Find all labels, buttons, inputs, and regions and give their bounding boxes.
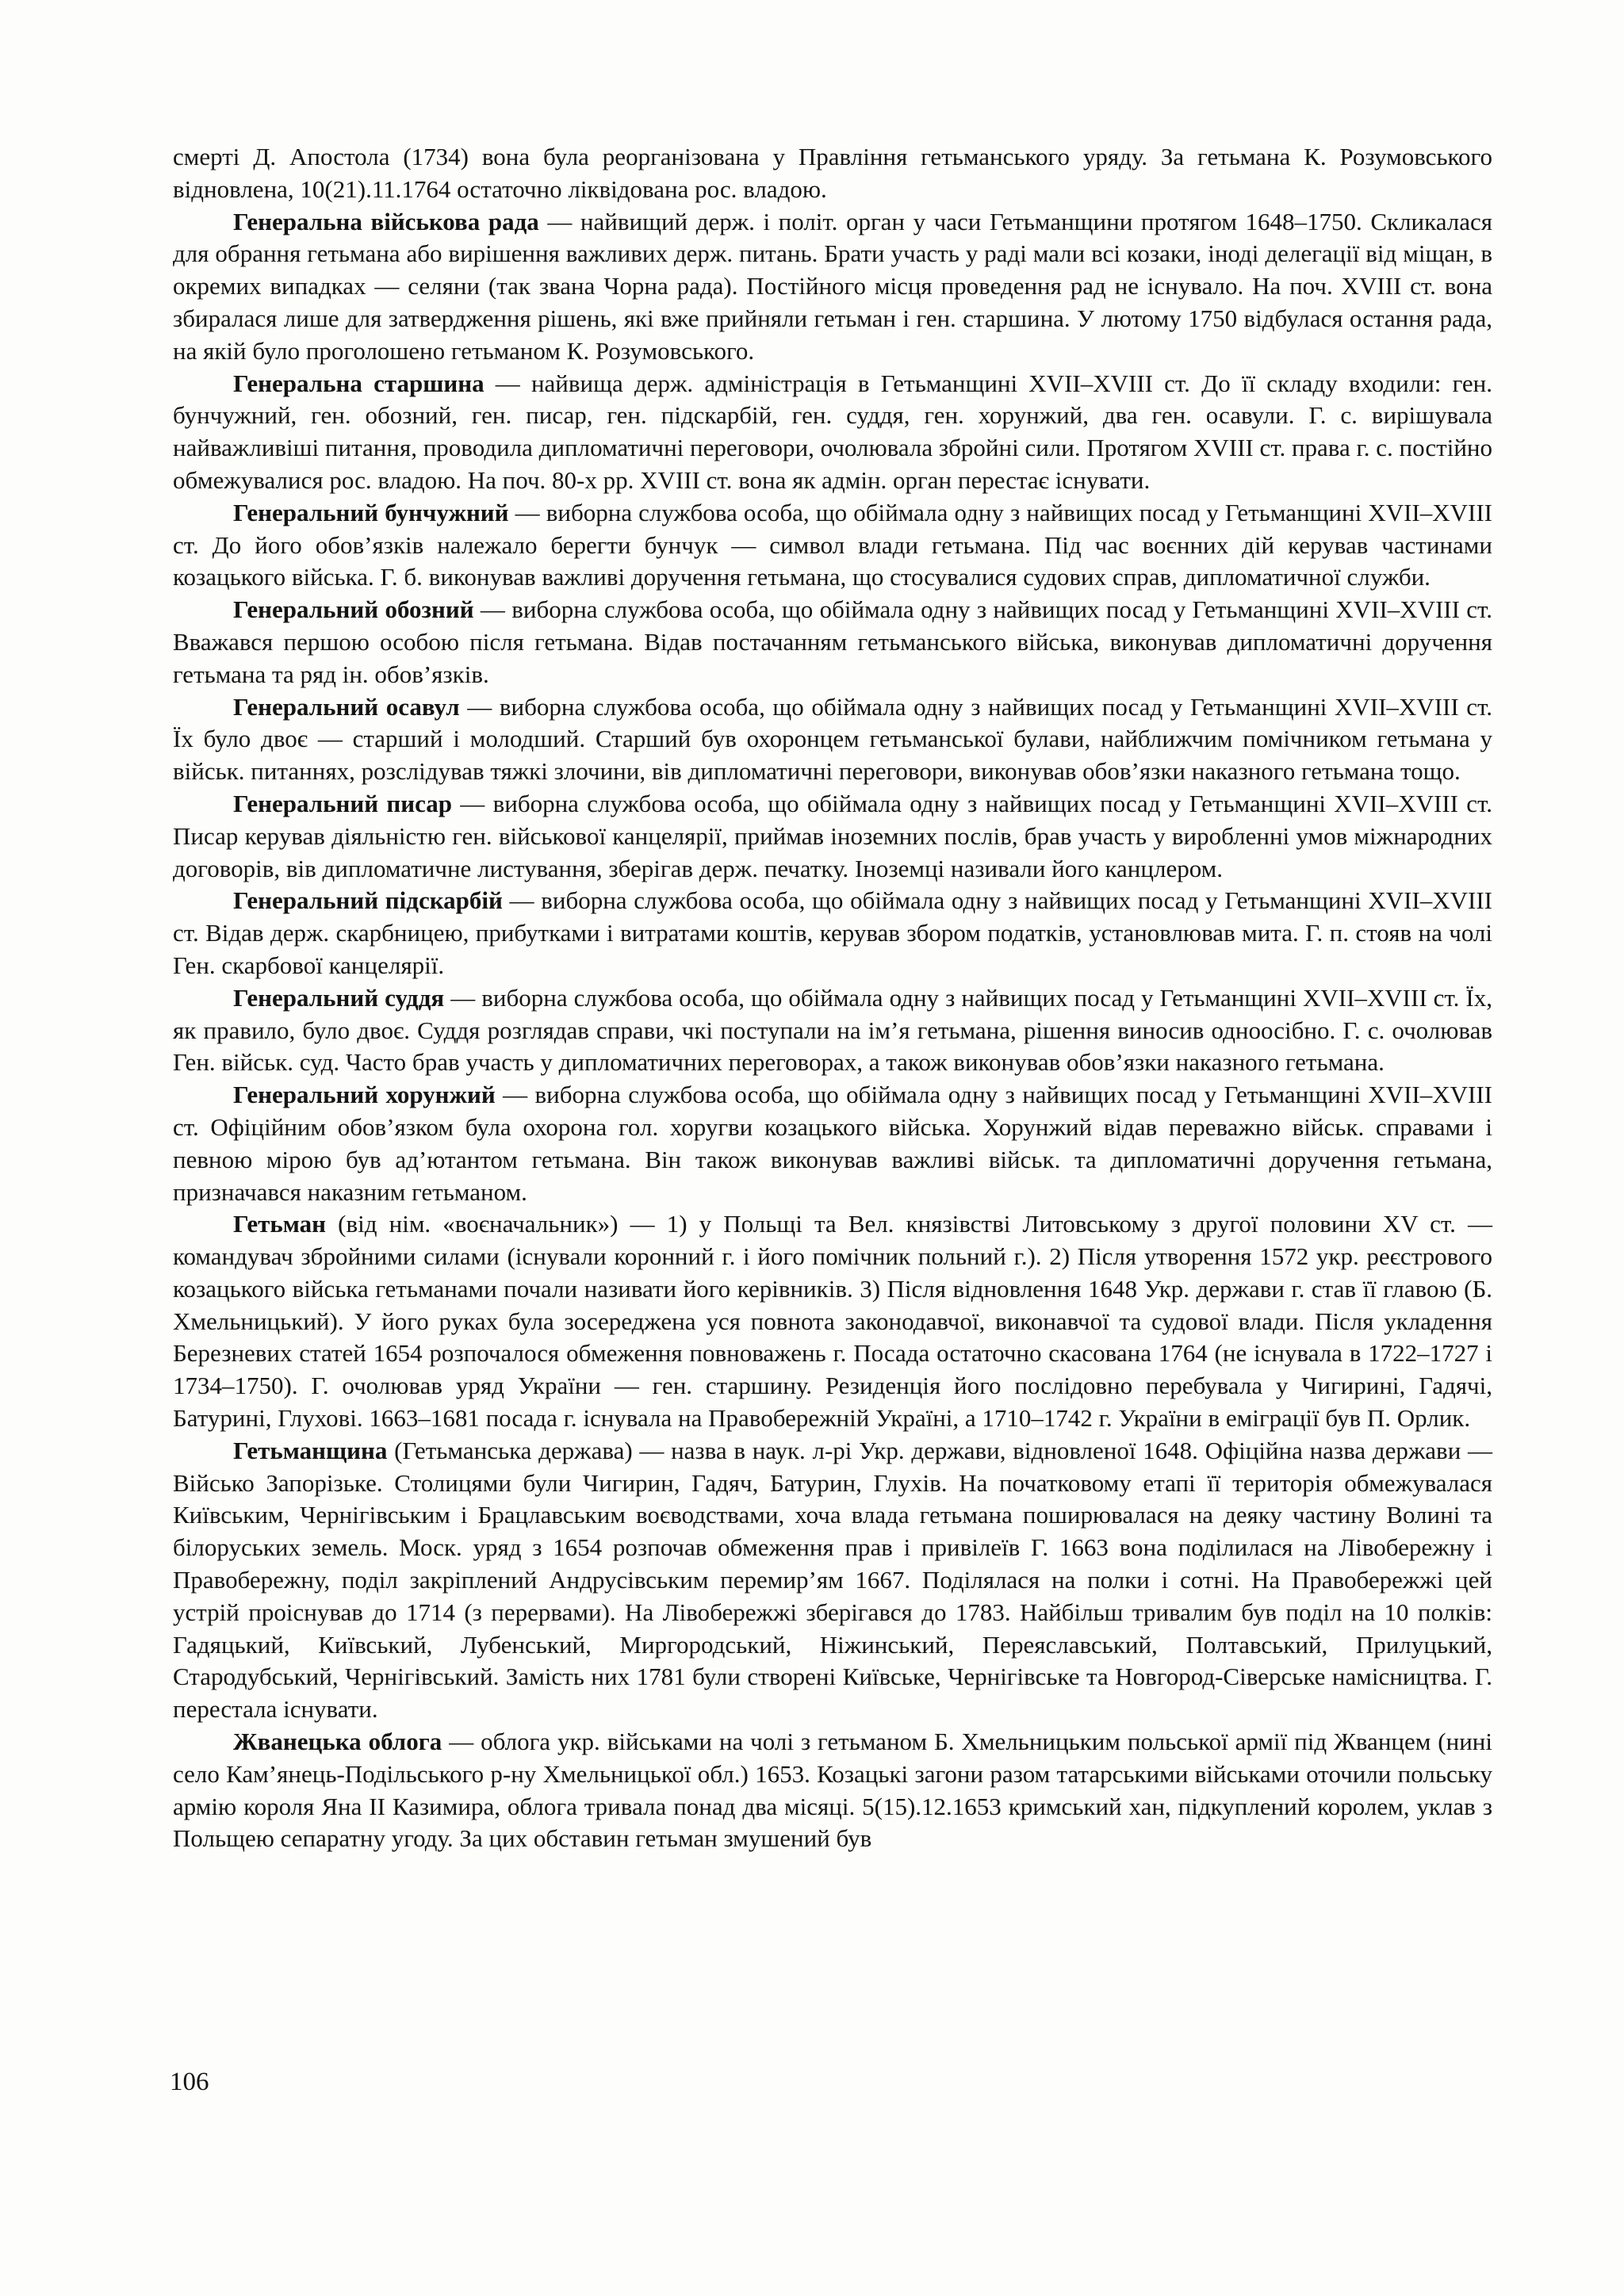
- entry-term: Генеральний підскарбій: [233, 886, 503, 915]
- entry-term: Генеральний хорунжий: [233, 1081, 496, 1109]
- entry-generalnyi-pidskarbii: [173, 885, 1492, 982]
- entry-text: — виборна службова особа, що обіймала одну з найвищих посад у Гетьманщині XVII–XVIII ст. Вважався першою особою після гетьмана. Відав постачанням гетьманського війська, виконував дипломатичні доручення гетьмана та ряд ін. обов’язків.: [173, 595, 1492, 688]
- entry-text: — виборна службова особа, що обіймала одну з найвищих посад у Гетьманщині XVII–XVIII ст. Писар керував діяльністю ген. військової канцелярії, приймав іноземних послів, брав участь у виробленні умов міжнародних договорів, вів дипломатичне листування, зберігав держ. печатку. Іноземці називали його канцлером.: [173, 789, 1492, 882]
- entry-text: (Гетьманська держава) — назва в наук. л-рі Укр. держави, відновленої 1648. Офіційна назва держави — Військо Запорізьке. Столицями були Чигирин, Гадяч, Батурин, Глухів. На початковому етапі її територія обмежувалася Київським, Чернігівським і Брацлавським воєводствами, хоча влада гетьмана поширювалася на деяку частину Волині та білоруських земель. Моск. уряд з 1654 розпочав обмеження прав і привілеїв Г. 1663 вона поділилася на Лівобережну і Правобережну, поділ закріплений Андрусівським перемир’ям 1667. Поділялася на полки і сотні. На Правобережжі цей устрій проіснував до 1714 (з перервами). На Лівобережжі зберігався до 1783. Найбільш тривалим був поділ на 10 полків: Гадяцький, Київський, Лубенський, Миргородський, Ніжинський, Переяславський, Полтавський, Прилуцький, Стародубський, Чернігівський. Замість них 1781 були створені Київське, Чернігівське та Новгород-Сіверське намісництва. Г. перестала існувати.: [173, 1436, 1492, 1724]
- entry-term: Генеральна старшина: [233, 369, 485, 397]
- entry-text: — виборна службова особа, що обіймала одну з найвищих посад у Гетьманщині XVII–XVIII ст. Їх було двоє — старший і молодший. Старший був охоронцем гетьманської булави, найближчим помічником гетьмана у військ. питаннях, розслідував тяжкі злочини, вів дипломатичні переговори, виконував обов’язки наказного гетьмана тощо.: [173, 692, 1492, 786]
- entry-zhvanetska-obloha: [173, 1726, 1492, 1855]
- entry-text: — найвища держ. адміністрація в Гетьманщині XVII–XVIII ст. До її складу входили: ген. бунчужний, ген. обозний, ген. писар, ген. підскарбій, ген. суддя, ген. хорунжий, два ген. осавули. Г. с. вирішувала найважливіші питання, проводила дипломатичні переговори, очолювала збройні сили. Протягом XVIII ст. права г. с. постійно обмежувалися рос. владою. На поч. 80-х рр. XVIII ст. вона як адмін. орган перестає існувати.: [173, 369, 1493, 494]
- entry-text: — виборна службова особа, що обіймала одну з найвищих посад у Гетьманщині XVII–XVIII ст. Відав держ. скарбницею, прибутками і витратами коштів, керував збором податків, установлював мита. Г. п. стояв на чолі Ген. скарбової канцелярії.: [173, 886, 1492, 979]
- intro-paragraph: смерті Д. Апостола (1734) вона була реорганізована у Правління гетьманського уряду. За гетьмана К. Розумовського відновлена, 10(21).11.1764 остаточно ліквідована рос. владою.: [173, 143, 1492, 203]
- entry-generalnyi-bunchuzhnyi: [173, 497, 1492, 594]
- entry-generalnyi-suddia: [173, 982, 1492, 1079]
- entry-term: Генеральна військова рада: [233, 207, 539, 235]
- entry-term: Генеральний осавул: [233, 692, 460, 721]
- entry-generalnyi-osavul: [173, 691, 1492, 788]
- entry-term: Гетьманщина: [233, 1436, 388, 1464]
- entry-generalnyi-khorunzhyi: [173, 1079, 1492, 1208]
- entry-hetmanshchyna: [173, 1435, 1492, 1726]
- entry-term: Генеральний суддя: [233, 983, 445, 1012]
- entry-text: — найвищий держ. і політ. орган у часи Гетьманщини протягом 1648–1750. Скликалася для обрання гетьмана або вирішення важливих держ. питань. Брати участь у раді мали всі козаки, іноді делегації від міщан, в окремих випадках — селяни (так звана Чорна рада). Постійного місця проведення рад не існувало. На поч. XVIII ст. вона збиралася лише для затвердження рішень, які вже прийняли гетьман і ген. старшина. У лютому 1750 відбулася остання рада, на якій було проголошено гетьманом К. Розумовського.: [173, 207, 1492, 365]
- entry-term: Жванецька облога: [233, 1728, 442, 1756]
- entry-generalnyi-oboznyi: [173, 594, 1492, 691]
- entry-text: — виборна службова особа, що обіймала одну з найвищих посад у Гетьманщині XVII–XVIII ст. До його обов’язків належало берегти бунчук — символ влади гетьмана. Під час воєнних дій керував частинами козацького війська. Г. б. виконував важливі доручення гетьмана, що стосувалися судових справ, дипломатичної служби.: [173, 498, 1492, 591]
- entry-generalnyi-pysar: [173, 788, 1492, 885]
- entry-text: (від нім. «воєначальник») — 1) у Польщі та Вел. князівстві Литовському з другої половини XV ст. — командувач збройними силами (існували коронний г. і його помічник польний г.). 2) Після утворення 1572 укр. реєстрового козацького війська гетьманами почали називати його керівників. 3) Після відновлення 1648 Укр. держави г. став її главою (Б. Хмельницький). У його руках була зосереджена уся повнота законодавчої, виконавчої та судової влади. Після укладення Березневих статей 1654 розпочалося обмеження повноважень г. Посада остаточно скасована 1764 (не існувала в 1722–1727 і 1734–1750). Г. очолював уряд України — ген. старшину. Резиденція його послідовно перебувала у Чигирині, Гадячі, Батурині, Глухові. 1663–1681 посада г. існувала на Правобережній Україні, а 1710–1742 г. України в еміграції був П. Орлик.: [173, 1210, 1492, 1433]
- entry-term: Генеральний писар: [233, 789, 453, 817]
- entry-term: Генеральний бунчужний: [233, 498, 509, 526]
- entry-generalna-starshyna: [173, 368, 1492, 497]
- entry-text: — виборна службова особа, що обіймала одну з найвищих посад у Гетьманщині XVII–XVIII ст. Офіційним обов’язком була охорона гол. хоругви козацького війська. Хорунжий відав переважно військ. справами і певною мірою був ад’ютантом гетьмана. Він також виконував важливі військ. та дипломатичні доручення гетьмана, призначався наказним гетьманом.: [173, 1081, 1492, 1206]
- entry-text: — облога укр. військами на чолі з гетьманом Б. Хмельницьким польської армії під Жванцем (нині село Кам’янець-Подільського р-ну Хмельницької обл.) 1653. Козацькі загони разом татарськими військами оточили польську армію короля Яна II Казимира, облога тривала понад два місяці. 5(15).12.1653 кримський хан, підкуплений королем, уклав з Польщею сепаратну угоду. За цих обставин гетьман змушений був: [173, 1728, 1492, 1853]
- entry-term: Гетьман: [233, 1210, 327, 1238]
- entry-term: Генеральний обозний: [233, 595, 474, 624]
- entry-hetman: [173, 1208, 1492, 1435]
- page-number: 106: [170, 2068, 209, 2096]
- entry-generalna-viiskova-rada: [173, 206, 1492, 368]
- document-body: [173, 141, 1492, 1855]
- entry-text: — виборна службова особа, що обіймала одну з найвищих посад у Гетьманщині XVII–XVIII ст. Їх, як правило, було двоє. Суддя розглядав справи, чкі поступали на ім’я гетьмана, рішення виносив одноосібно. Г. с. очолював Ген. військ. суд. Часто брав участь у дипломатичних переговорах, а також виконував обов’язки наказного гетьмана.: [173, 983, 1492, 1077]
